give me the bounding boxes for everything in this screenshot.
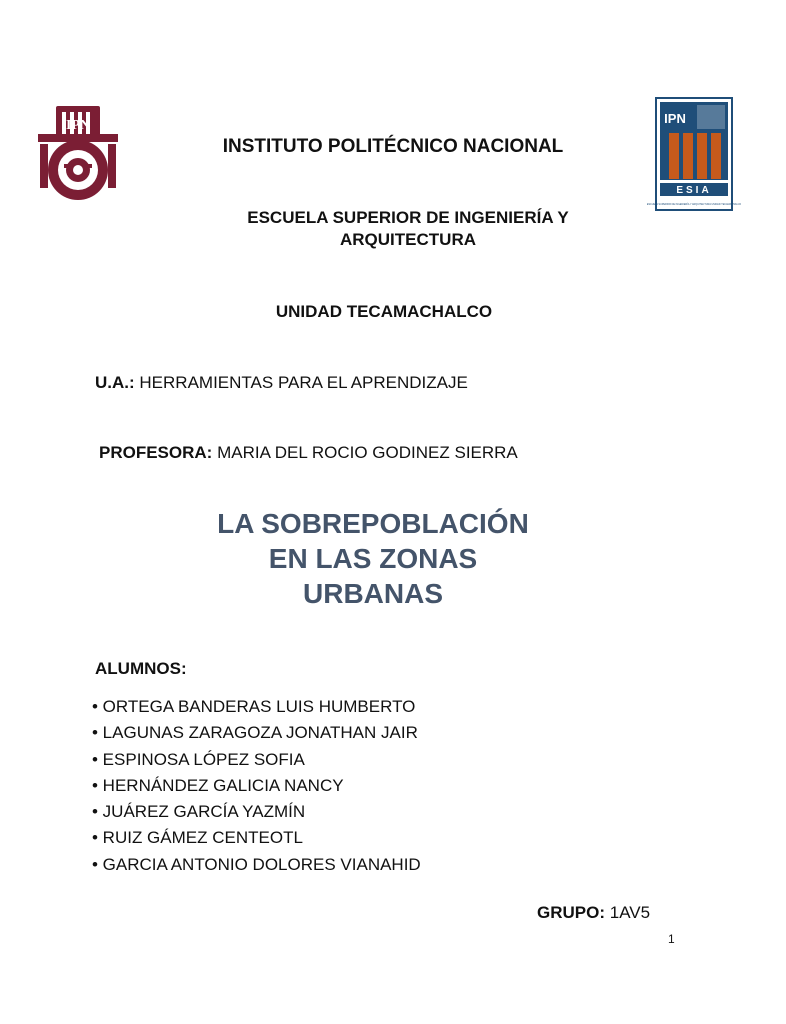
title-line3: URBANAS [303,578,443,609]
title-line2: EN LAS ZONAS [268,543,478,574]
group-value: 1AV5 [609,903,651,922]
professor-label: PROFESORA: [99,443,213,462]
title-line1: LA SOBREPOBLACIÓN [217,508,529,539]
ipn-seal-text: IPN [65,118,91,133]
course-value: HERRAMIENTAS PARA EL APRENDIZAJE [139,373,468,392]
document-title [0,506,746,611]
professor-line [99,443,518,463]
group-line [537,903,650,923]
school-name-line2: ARQUITECTURA [340,230,476,249]
professor-value: MARIA DEL ROCIO GODINEZ SIERRA [217,443,518,462]
group-label: GRUPO: [537,903,605,922]
student-item: • ESPINOSA LÓPEZ SOFIA [92,749,305,769]
student-item: • JUÁREZ GARCÍA YAZMÍN [92,802,306,822]
esia-logo-esia-text: ESIA [676,185,712,196]
student-item: • HERNÁNDEZ GALICIA NANCY [92,775,344,795]
school-name-line1: ESCUELA SUPERIOR DE INGENIERÍA Y [247,208,569,227]
course-label: U.A.: [95,373,135,392]
student-item: • LAGUNAS ZARAGOZA JONATHAN JAIR [92,723,418,743]
unit-name: UNIDAD TECAMACHALCO [275,302,493,321]
course-line [95,373,468,393]
institution-name: INSTITUTO POLITÉCNICO NACIONAL [222,136,564,157]
student-item: • ORTEGA BANDERAS LUIS HUMBERTO [92,697,416,716]
student-item: • GARCIA ANTONIO DOLORES VIANAHID [92,854,421,874]
page-number: 1 [668,932,675,946]
students-label: ALUMNOS: [95,659,187,678]
school-name [180,207,636,251]
esia-logo-ipn-text: IPN [664,111,686,126]
esia-logo-caption: ESCUELA SUPERIOR DE INGENIERÍA Y ARQUITECTURA UNIDAD TECAMACHALCO [646,203,742,206]
student-item: • RUIZ GÁMEZ CENTEOTL [92,828,303,848]
students-list [92,694,421,878]
